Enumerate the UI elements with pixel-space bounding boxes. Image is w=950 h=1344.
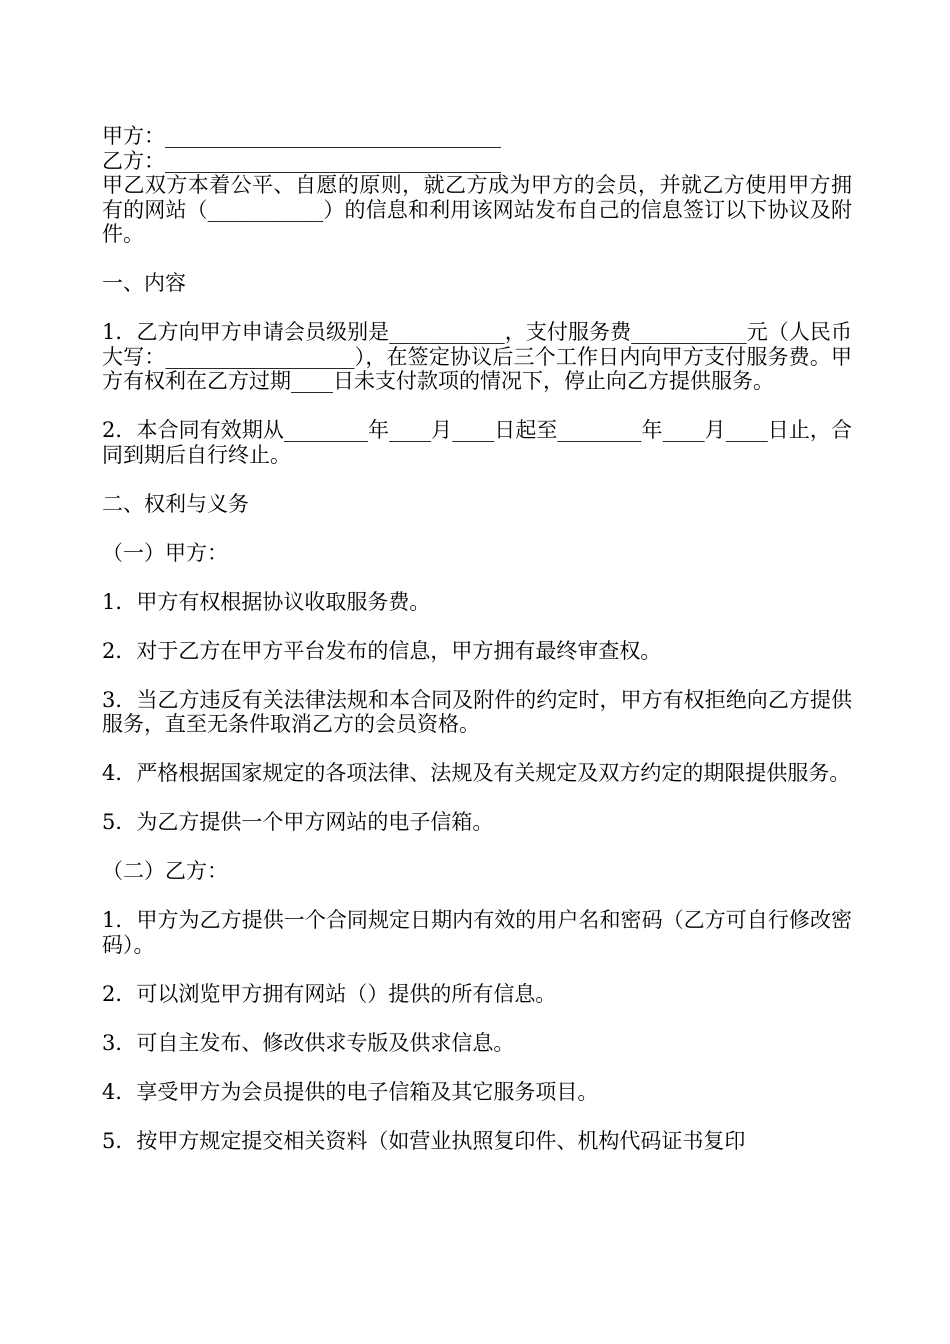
- section-2-heading: 二、权利与义务: [102, 491, 249, 516]
- party-b-item-4: 4．享受甲方为会员提供的电子信箱及其它服务项目。: [102, 1079, 599, 1104]
- party-a-item-4: 4．严格根据国家规定的各项法律、法规及有关规定及双方约定的期限提供服务。: [102, 761, 851, 785]
- party-b-item-2: 2．可以浏览甲方拥有网站（）提供的所有信息。: [102, 981, 557, 1006]
- contract-document: [102, 124, 859, 1153]
- section-1-item-2: 2．本合同有效期从________年____月____日起至________年____月____日止，合同到期后自行终止。: [102, 418, 852, 467]
- party-a-item-3: 3．当乙方违反有关法律法规和本合同及附件的约定时，甲方有权拒绝向乙方提供服务，直至无条件取消乙方的会员资格。: [102, 687, 852, 736]
- intro-paragraph: 甲乙双方本着公平、自愿的原则，就乙方成为甲方的会员，并就乙方使用甲方拥有的网站（___________）的信息和利用该网站发布自己的信息签订以下协议及附件。: [102, 173, 852, 246]
- party-b-item-5: 5．按甲方规定提交相关资料（如营业执照复印件、机构代码证书复印: [102, 1128, 746, 1153]
- party-a-heading: （一）甲方：: [102, 540, 228, 565]
- party-b-item-1: 1．甲方为乙方提供一个合同规定日期内有效的用户名和密码（乙方可自行修改密码）。: [102, 908, 852, 957]
- party-b-line: 乙方：________________________________: [102, 148, 501, 173]
- party-a-item-1: 1．甲方有权根据协议收取服务费。: [102, 589, 431, 614]
- section-1-item-1: 1．乙方向甲方申请会员级别是___________，支付服务费___________元（人民币 大写：__________________），在签定协议后三个工作日内向甲方支付服务费。甲方有权利在乙方过期____日未支付款项的情况下，停止向乙方提供服务。: [102, 320, 859, 393]
- section-1-heading: 一、内容: [102, 271, 186, 295]
- party-a-line: 甲方：________________________________: [102, 124, 501, 148]
- party-b-item-3: 3．可自主发布、修改供求专版及供求信息。: [102, 1030, 515, 1055]
- party-b-heading: （二）乙方：: [102, 859, 228, 883]
- party-a-item-2: 2．对于乙方在甲方平台发布的信息，甲方拥有最终审查权。: [102, 638, 662, 663]
- party-a-item-5: 5．为乙方提供一个甲方网站的电子信箱。: [102, 810, 494, 834]
